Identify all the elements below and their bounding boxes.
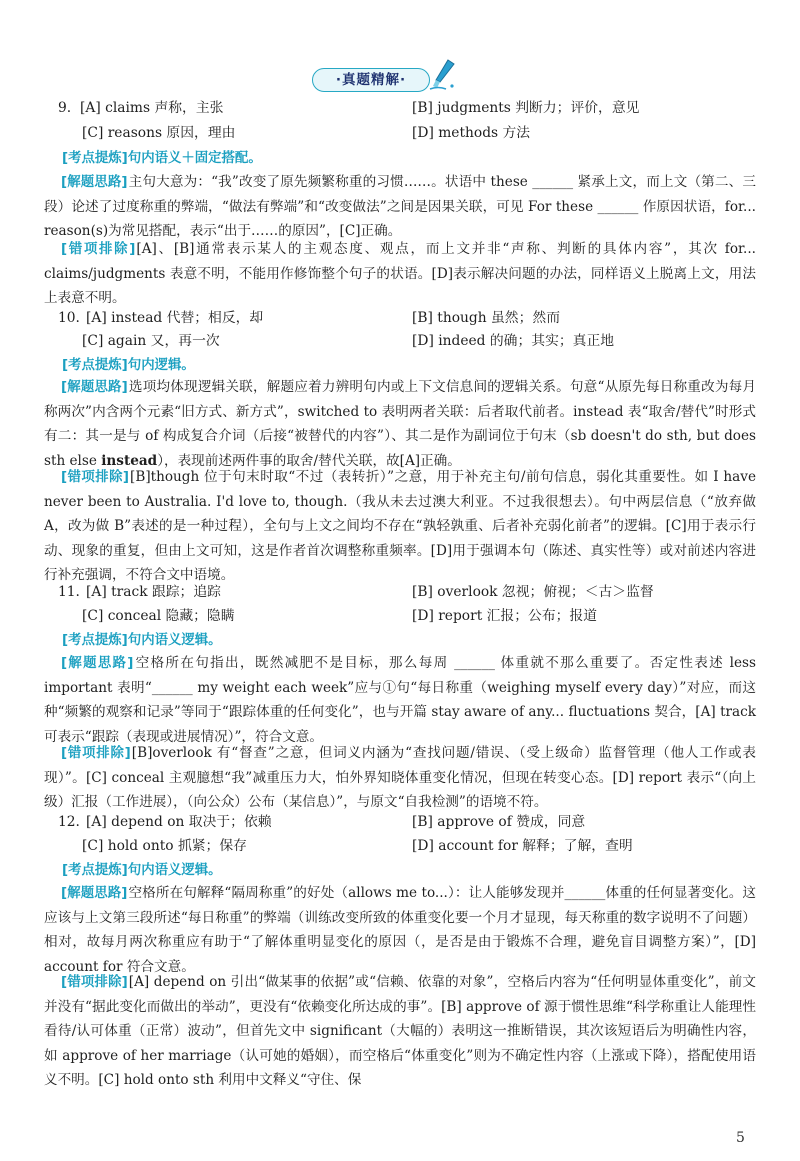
analysis-text-part2: ），表现前述两件事的取舍/替代关联，故[A]正确。 [157, 452, 461, 469]
question-number: 11. [58, 584, 80, 600]
option-b: [B] overlook 忽视；俯视；＜古＞监督 [412, 584, 654, 600]
option-a: [A] track 跟踪；追踪 [86, 584, 221, 600]
elimination-text: [B]overlook 有“督查”之意，但词义内涵为“查找问题/错误、（受上级命）监督管理（他人工作或表现）”。[C] conceal 主观臆想“我”减重压力大，怕外界知晓体重变化情况，但现在转变心态。[D] report 表示“（向上级）汇报（工作进展），（向公众）公布（某信息）”，与原文“自我检测”的语境不符。 [44, 745, 756, 811]
analysis-bold-word: instead [101, 452, 158, 469]
analysis-text: 主句大意为：“我”改变了原先频繁称重的习惯……。状语中 these ______ 紧承上文，而上文（第二、三段）论述了过度称重的弊端，“做法有弊端”和“改变做法”之间是因果关联，可见 For these ______ 作原因状语，for... reason(s)为常见搭配，表示“出于……的原因”，[C]正确。 [44, 174, 756, 240]
option-a: [A] instead 代替；相反，却 [86, 310, 264, 326]
question-11-options-row1 [58, 580, 758, 604]
analysis-text: 空格所在句指出，既然减肥不是目标，那么每周 ______ 体重就不那么重要了。否定性表述 less important 表明“______ my weight each week”应与①句“每日称重（weighing myself every day）”对应，而这种“频繁的观察和记录”等同于“跟踪体重的任何变化”，也与开篇 stay aware of any... fluctuations 契合，[A] track 可表示“跟踪（表现或进展情况）”，符合文意。 [44, 655, 756, 745]
key-point-value: 句内语义＋固定搭配。 [127, 151, 262, 166]
key-point-value: 句内语义逻辑。 [127, 863, 222, 878]
option-d: [D] methods 方法 [412, 125, 531, 141]
option-d: [D] report 汇报；公布；报道 [412, 608, 598, 624]
key-point [62, 858, 222, 882]
analysis-label: [解题思路] [61, 656, 134, 671]
key-point [62, 353, 195, 377]
brush-pen-icon [428, 58, 456, 92]
question-number: 12. [58, 814, 80, 830]
option-c: [C] conceal 隐藏；隐瞒 [82, 608, 235, 624]
analysis-text-part1: 选项均体现逻辑关联，解题应着力辨明句内或上下文信息间的逻辑关系。句意“从原先每日称重改为每月称两次”内含两个元素“旧方式、新方式”，switched to 表明两者关联：后者取代前者。instead 表“取舍/替代”时形式有二：其一是与 of 构成复合介词（后接“被替代的内容”）、其二是作为副词位于句末（sb doesn't do sth, but does sth else [44, 379, 756, 469]
question-12-options-row2 [82, 834, 762, 858]
option-c: [C] again 又，再一次 [82, 333, 220, 349]
key-point-label: [考点提炼] [62, 358, 128, 373]
option-b: [B] though 虽然；然而 [412, 310, 560, 326]
elimination-label: [错项排除] [61, 746, 131, 761]
analysis-text: 空格所在句解释“隔周称重”的好处（allows me to...）：让人能够发现并______体重的任何显著变化。这应该与上文第三段所述“每日称重”的弊端（训练改变所致的体重变化要一个月才显现，每天称重的数字说明不了问题）相对，故每月两次称重应有助于“了解体重明显变化的原因（，是否是由于锻炼不合理，避免盲目调整方案）”，[D] account for 符合文意。 [44, 885, 757, 975]
elimination-paragraph [44, 741, 756, 814]
question-number: 9. [58, 100, 72, 116]
question-10-options-row2 [82, 329, 762, 353]
analysis-label: [解题思路] [61, 886, 128, 901]
elimination-text: [A] depend on 引出“做某事的依据”或“信赖、依靠的对象”，空格后内容为“任何明显体重变化”，前文并没有“据此变化而做出的举动”，更没有“依赖变化所达成的事”。[B] approve of 源于惯性思维“科学称重让人能理性看待/认可体重（正常）波动”，但首先文中 significant（大幅的）表明这一推断错误，其次该短语后为明确性内容，如 approve of her marriage（认可她的婚姻），而空格后“体重变化”则为不确定性内容（上涨或下降），搭配使用语义不明。[C] hold onto sth 利用中文释义“守住、保 [44, 974, 756, 1088]
question-11-options-row2 [82, 604, 762, 628]
elimination-paragraph [44, 970, 756, 1091]
analysis-label: [解题思路] [61, 380, 128, 395]
question-number: 10. [58, 310, 80, 326]
question-9-options-row1 [58, 96, 758, 120]
elimination-label: [错项排除] [61, 975, 128, 990]
analysis-paragraph [44, 881, 756, 978]
elimination-text: [B]though 位于句末时取“不过（表转折）”之意，用于补充主句/前句信息，弱化其重要性。如 I have never been to Australia. I'd love to, though.（我从未去过澳大利亚。不过我很想去）。句中两层信息（“放弃做 A，改为做 B”表述的是一种过程），全句与上文之间均不存在“孰轻孰重、后者补充弱化前者”的逻辑。[C]用于表示行动、现象的重复，但由上文可知，这是作者首次调整称重频率。[D]用于强调本句（陈述、真实性等）或对前述内容进行补充强调，不符合文中语境。 [44, 469, 756, 583]
analysis-paragraph [44, 170, 756, 240]
question-9-options-row2 [82, 121, 762, 145]
option-d: [D] indeed 的确；其实；真正地 [412, 333, 615, 349]
section-title: ·真题精解· [312, 68, 430, 92]
question-10-options-row1 [58, 306, 758, 330]
option-a: [A] claims 声称，主张 [80, 100, 224, 116]
analysis-label: [解题思路] [61, 175, 128, 190]
elimination-paragraph [44, 465, 756, 586]
key-point-label: [考点提炼] [62, 151, 128, 166]
analysis-paragraph [44, 375, 756, 472]
option-c: [C] reasons 原因，理由 [82, 125, 236, 141]
key-point-label: [考点提炼] [62, 633, 128, 648]
option-b: [B] approve of 赞成，同意 [412, 814, 586, 830]
key-point [62, 628, 222, 652]
option-a: [A] depend on 取决于；依赖 [86, 814, 272, 830]
elimination-paragraph [44, 237, 756, 310]
key-point [62, 146, 262, 170]
key-point-label: [考点提炼] [62, 863, 128, 878]
option-d: [D] account for 解释；了解，查明 [412, 838, 633, 854]
elimination-label: [错项排除] [61, 470, 130, 485]
elimination-label: [错项排除] [61, 242, 136, 257]
key-point-value: 句内语义逻辑。 [127, 633, 222, 648]
question-12-options-row1 [58, 810, 758, 834]
elimination-text: [A]、[B]通常表示某人的主观态度、观点，而上文并非“声称、判断的具体内容”，其次 for... claims/judgments 表意不明，不能用作修饰整个句子的状语。[D]表示解决问题的办法，同样语义上脱离上文，用法上表意不明。 [44, 241, 756, 307]
analysis-paragraph [44, 651, 756, 748]
option-c: [C] hold onto 抓紧；保存 [82, 838, 247, 854]
section-banner [312, 66, 448, 94]
option-b: [B] judgments 判断力；评价，意见 [412, 100, 640, 116]
page-number: 5 [736, 1130, 745, 1146]
key-point-value: 句内逻辑。 [127, 358, 195, 373]
